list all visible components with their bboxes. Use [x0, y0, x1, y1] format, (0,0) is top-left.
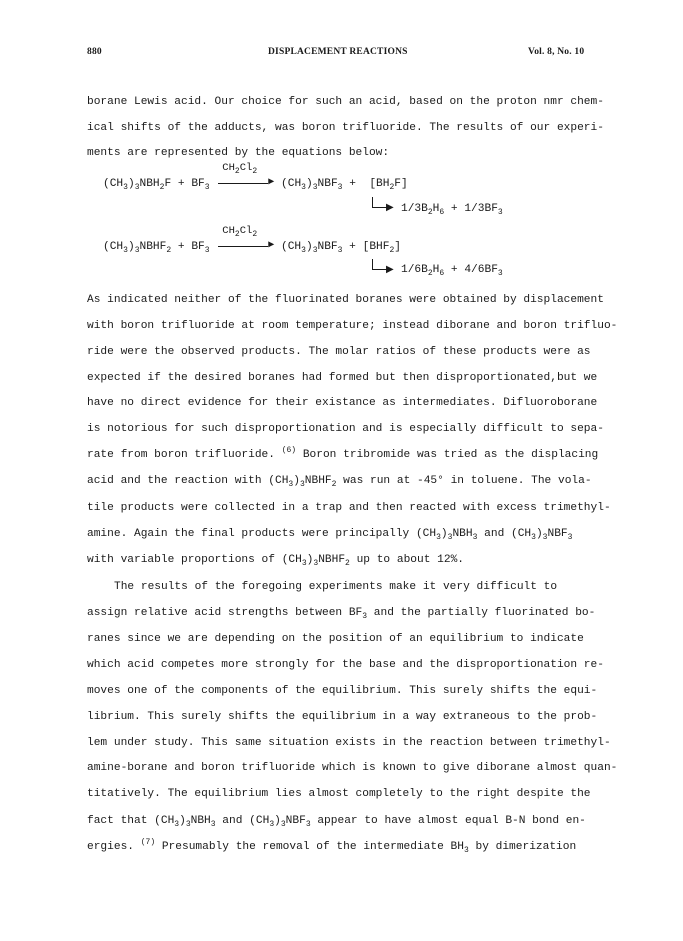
running-title: DISPLACEMENT REACTIONS [268, 47, 408, 57]
hook-arrowhead-icon: ▶ [386, 202, 394, 213]
para3-line: ranes since we are depending on the position of an equilibrium to indicate [87, 633, 584, 645]
para2-line: ride were the observed products. The molar ratios of these products were as [87, 346, 591, 358]
hook-arrowhead-icon: ▶ [386, 264, 394, 275]
para3-line: The results of the foregoing experiments make it very difficult to [114, 581, 558, 593]
eq1-products: $(CH_3)_3NBF_3 + [BH_2F]$ [281, 177, 408, 192]
para2-line: amine. Again the final products were principally $(CH_3)_3NBH_3$ and $(CH_3)_3NBF_3$ [87, 528, 573, 542]
para2-line: tile products were collected in a trap and then reacted with excess trimethyl- [87, 502, 611, 514]
para2-line: is notorious for such disproportionation and is especially difficult to sepa- [87, 423, 604, 435]
para3-line: ergies. $^{(7)}$ Presumably the removal of the intermediate $BH_3$ by dimerization [87, 838, 577, 855]
para1-line: borane Lewis acid. Our choice for such an acid, based on the proton nmr chem- [87, 96, 604, 108]
para3-line: titatively. The equilibrium lies almost completely to the right despite the [87, 788, 591, 800]
para3-line: librium. This surely shifts the equilibrium in a way extraneous to the prob- [87, 711, 598, 723]
para3-line: fact that $(CH_3)_3NBH_3$ and $(CH_3)_3NBF_3$ appear to have almost equal B-N bond en- [87, 815, 586, 829]
para2-line: acid and the reaction with $(CH_3)_3NBHF_2$ was run at -45° in toluene. The vola- [87, 475, 592, 489]
reaction-arrow-icon: $CH_2Cl_2$ ▶ [216, 240, 274, 252]
para3-line: lem under study. This same situation exists in the reaction between trimethyl- [87, 737, 611, 749]
para1-line: ical shifts of the adducts, was boron trifluoride. The results of our experi- [87, 122, 604, 134]
para2-line: with variable proportions of $(CH_3)_3NBHF_2$ up to about 12%. [87, 554, 464, 568]
para2-line: with boron trifluoride at room temperature; instead diborane and boron trifluo- [87, 320, 618, 332]
para2-line: have no direct evidence for their existance as intermediates. Difluoroborane [87, 397, 598, 409]
para2-line: expected if the desired boranes had formed but then disproportionated,but we [87, 372, 598, 384]
para1-line: ments are represented by the equations below: [87, 147, 390, 159]
para2-line: rate from boron trifluoride. $^{(6)}$ Boron tribromide was tried as the displacing [87, 446, 599, 461]
equation-1 [103, 162, 408, 192]
para2-line: As indicated neither of the fluorinated boranes were obtained by displacement [87, 294, 604, 306]
page-number: 880 [87, 47, 102, 57]
equation-2 [103, 225, 401, 255]
eq2-reactants: $(CH_3)_3NBHF_2 + BF_3$ [103, 240, 210, 255]
para3-line: assign relative acid strengths between $BF_3$ and the partially fluorinated bo- [87, 607, 596, 621]
reaction-arrow-icon: $CH_2Cl_2$ ▶ [216, 177, 274, 189]
eq2-products: $(CH_3)_3NBF_3 + [BHF_2]$ [281, 240, 401, 255]
eq2-decomposition: $1/6B_2H_6 + 4/6BF_3$ [401, 264, 503, 278]
eq1-reactants: $(CH_3)_3NBH_2F + BF_3$ [103, 177, 210, 192]
eq1-decomposition: $1/3B_2H_6 + 1/3BF_3$ [401, 203, 503, 217]
para3-line: which acid competes more strongly for the base and the disproportionation re- [87, 659, 604, 671]
para3-line: amine-borane and boron trifluoride which is known to give diborane almost quan- [87, 762, 618, 774]
para3-line: moves one of the components of the equilibrium. This surely shifts the equi- [87, 685, 598, 697]
volume-label: Vol. 8, No. 10 [528, 47, 585, 57]
